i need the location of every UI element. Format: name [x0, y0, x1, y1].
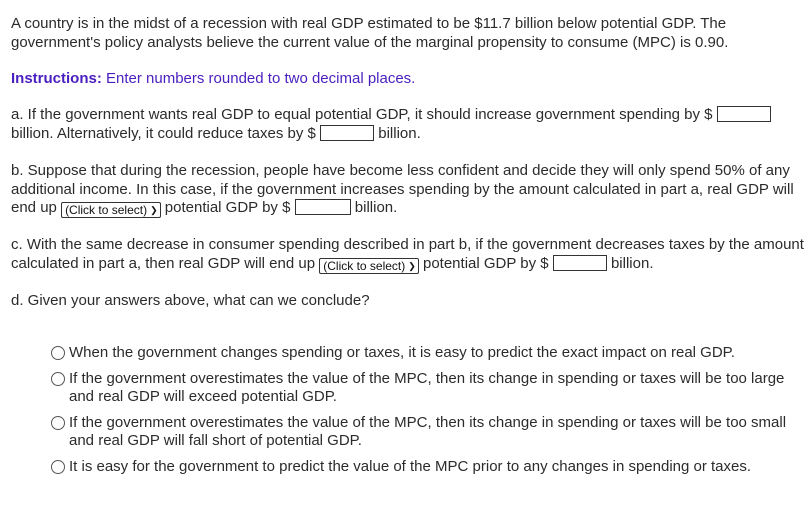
part-c-select-value: (Click to select) [323, 258, 406, 273]
part-d [11, 292, 807, 311]
part-a-text-2: billion. Alternatively, it could reduce taxes by $ [11, 124, 316, 142]
answer-options [51, 344, 801, 476]
part-b-select[interactable] [61, 202, 161, 218]
part-a-text-3: billion. [378, 124, 421, 142]
part-b-text-3: billion. [354, 199, 398, 216]
instructions-text: Enter numbers rounded to two decimal places. [106, 70, 416, 87]
radio-button[interactable] [51, 416, 65, 430]
instructions [11, 70, 807, 89]
intro-text: A country is in the midst of a recession with real GDP estimated to be $11.7 billion below potential GDP. The government's policy analysts believe the current value of the marginal propensity to consume (MPC) is 0.90. [11, 15, 729, 51]
answer-option-label: It is easy for the government to predict the value of the MPC prior to any changes in spending or taxes. [69, 458, 752, 475]
part-b [11, 162, 807, 218]
chevron-down-icon: ❯ [408, 260, 416, 271]
part-c [11, 236, 807, 274]
part-d-text: d. Given your answers above, what can we conclude? [11, 292, 370, 309]
part-a-taxes-input[interactable] [320, 125, 374, 141]
answer-option[interactable] [51, 344, 801, 362]
part-a-text-1: a. If the government wants real GDP to equal potential GDP, it should increase government spending by $ [11, 106, 713, 123]
radio-button[interactable] [51, 372, 65, 386]
answer-option-label: If the government overestimates the value of the MPC, then its change in spending or taxes will be too small and real GDP will fall short of potential GDP. [69, 414, 787, 449]
answer-option[interactable] [51, 370, 801, 406]
answer-option-label: If the government overestimates the value of the MPC, then its change in spending or taxes will be too large and real GDP will exceed potential GDP. [69, 370, 785, 405]
answer-option-label: When the government changes spending or taxes, it is easy to predict the exact impact on real GDP. [69, 344, 735, 361]
part-c-text-2: potential GDP by $ [422, 254, 549, 272]
part-a [11, 106, 807, 143]
instructions-label: Instructions: [11, 70, 102, 87]
answer-option[interactable] [51, 458, 801, 476]
part-c-amount-input[interactable] [553, 255, 607, 271]
part-c-text-1: c. With the same decrease in consumer spending described in part b, if the government decreases taxes by the amount calculated in part a, then real GDP will end up [11, 236, 804, 272]
part-b-select-value: (Click to select) [65, 203, 148, 217]
radio-button[interactable] [51, 346, 65, 360]
part-b-text-1: b. Suppose that during the recession, people have become less confident and decide they will only spend 50% of any additional income. In this case, if the government increases spending by the amount calculated in part a, real GDP will end up [11, 162, 794, 216]
part-b-text-2: potential GDP by $ [164, 199, 291, 216]
answer-option[interactable] [51, 414, 801, 450]
radio-button[interactable] [51, 460, 65, 474]
question-intro [11, 15, 807, 52]
chevron-down-icon: ❯ [150, 205, 158, 215]
part-b-amount-input[interactable] [295, 199, 351, 215]
part-c-text-3: billion. [610, 254, 654, 272]
part-a-spending-input[interactable] [717, 106, 771, 122]
part-c-select[interactable] [319, 258, 419, 274]
